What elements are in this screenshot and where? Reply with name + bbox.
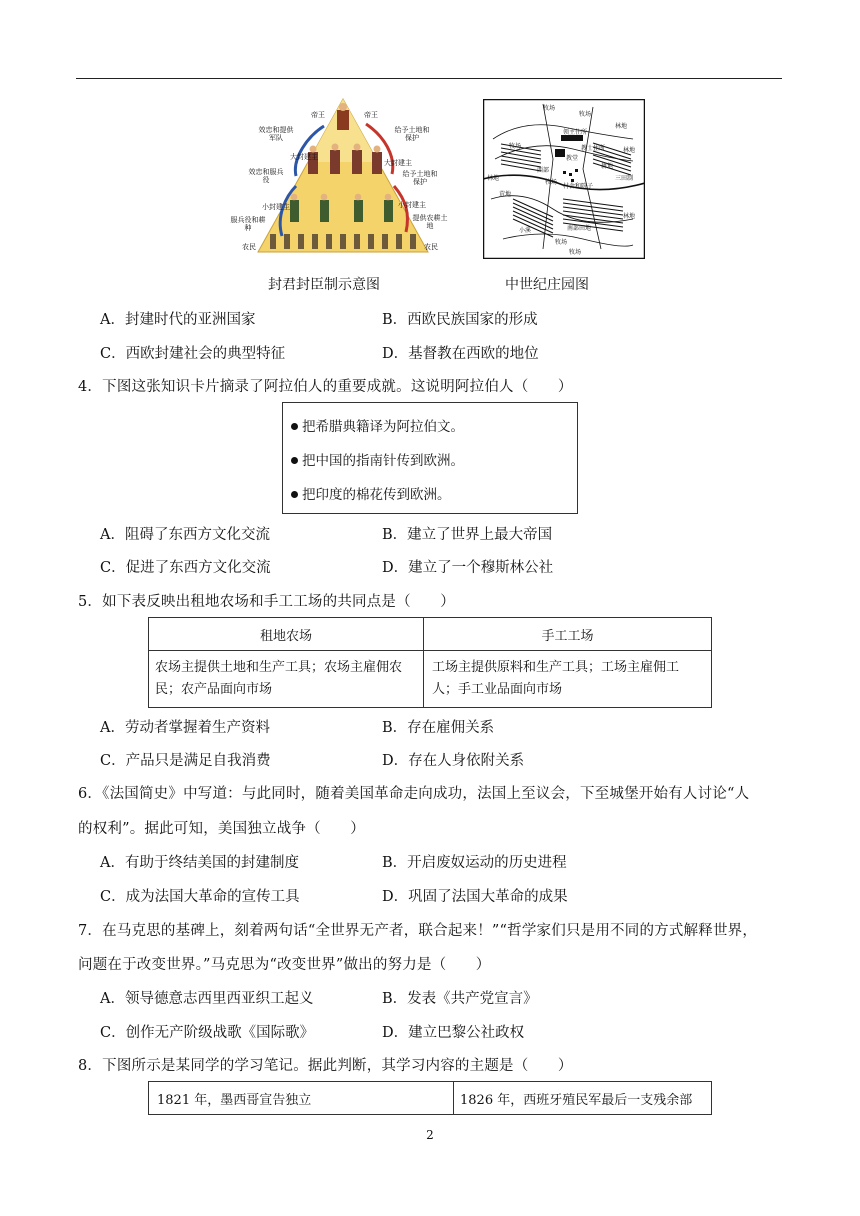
q4-option-a[interactable]: A．阻碍了东西方文化交流 bbox=[100, 527, 270, 543]
pyramid-caption: 封君封臣制示意图 bbox=[268, 277, 380, 293]
knowledge-card bbox=[282, 402, 578, 514]
pyramid-tier-left-4: 农民 bbox=[242, 243, 256, 251]
manor-label-pasture-3: 牧场 bbox=[509, 143, 522, 150]
manor-label-pasture-1: 牧场 bbox=[543, 105, 556, 112]
manor-map-figure bbox=[483, 99, 645, 259]
manor-label-wasteland: 荒地 bbox=[499, 191, 512, 198]
pyramid-label-right-2: 给予土地和保护 bbox=[402, 170, 438, 186]
q5-stem: 5．如下表反映出租地农场和手工工场的共同点是（ ） bbox=[78, 594, 455, 610]
q5-option-b[interactable]: B．存在雇佣关系 bbox=[382, 720, 495, 736]
manor-label-fields: 耕地 bbox=[601, 163, 614, 170]
pyramid-label-right-1: 给予土地和保护 bbox=[394, 126, 430, 142]
manor-label-pasture-6: 牧场 bbox=[569, 249, 582, 256]
q3-option-d[interactable]: D．基督教在西欧的地位 bbox=[382, 346, 539, 362]
manor-label-south-field: 南部田地 bbox=[567, 225, 592, 232]
manor-label-three-field: 三田制 bbox=[615, 175, 634, 182]
q5-table-cell: 工场主提供原料和生产工具；工场主雇佣工人；手工业品面向市场 bbox=[424, 651, 712, 708]
manor-label-pasture-2: 牧场 bbox=[579, 111, 592, 118]
page-number: 2 bbox=[426, 1128, 434, 1142]
q6-option-b[interactable]: B．开启废奴运动的历史进程 bbox=[382, 855, 567, 871]
q5-table-header: 手工工场 bbox=[424, 618, 712, 651]
pyramid-tier-right-3: 小封建主 bbox=[398, 201, 426, 209]
q6-option-a[interactable]: A．有助于终结美国的封建制度 bbox=[100, 855, 299, 871]
q5-table-cell: 农场主提供土地和生产工具；农场主雇佣农民；农产品面向市场 bbox=[149, 651, 424, 708]
manor-label-woods-3: 林地 bbox=[487, 175, 500, 182]
q4-option-c[interactable]: C．促进了东西方文化交流 bbox=[100, 560, 271, 576]
header-rule bbox=[76, 78, 782, 79]
q7-option-d[interactable]: D．建立巴黎公社政权 bbox=[382, 1025, 525, 1041]
q8-stem: 8．下图所示是某同学的学习笔记。据此判断，其学习内容的主题是（ ） bbox=[78, 1058, 573, 1074]
q4-option-b[interactable]: B．建立了世界上最大帝国 bbox=[382, 527, 553, 543]
pyramid-tier-left-2: 大封建主 bbox=[290, 153, 318, 161]
q3-option-b[interactable]: B．西欧民族国家的形成 bbox=[382, 312, 538, 328]
card-item: 把中国的指南针传到欧洲。 bbox=[291, 449, 464, 469]
manor-label-lord-house: 领主住所 bbox=[563, 129, 588, 136]
q6-stem-line2: 的权利”。据此可知，美国独立战争（ ） bbox=[78, 821, 365, 837]
q5-table-header: 租地农场 bbox=[149, 618, 424, 651]
q7-stem-line1: 7．在马克思的基碑上，刻着两句话“全世界无产者，联合起来！”“哲学家们只是用不同的方式解释世界， bbox=[78, 923, 758, 939]
manor-label-woods-2: 林地 bbox=[623, 147, 636, 154]
pyramid-tier-right-1: 帝王 bbox=[364, 111, 378, 119]
manor-label-clergy-house: 教士住所 bbox=[581, 145, 606, 152]
q3-option-c[interactable]: C．西欧封建社会的典型特征 bbox=[100, 346, 286, 362]
card-item: 把印度的棉花传到欧洲。 bbox=[291, 483, 451, 503]
q5-option-c[interactable]: C．产品只是满足自我消费 bbox=[100, 753, 271, 769]
q7-option-c[interactable]: C．创作无产阶级战歌《国际歌》 bbox=[100, 1025, 315, 1041]
q7-option-a[interactable]: A．领导德意志西里西亚织工起义 bbox=[100, 991, 314, 1007]
manor-label-cottages: 村舍和院子 bbox=[563, 183, 594, 190]
pyramid-tier-right-4: 农民 bbox=[424, 243, 438, 251]
q3-option-a[interactable]: A．封建时代的亚洲国家 bbox=[100, 312, 256, 328]
manor-label-woods-1: 林地 bbox=[615, 123, 628, 130]
pyramid-figure bbox=[224, 96, 450, 256]
manor-label-pasture-5: 牧场 bbox=[555, 239, 568, 246]
q7-option-b[interactable]: B．发表《共产党宣言》 bbox=[382, 991, 538, 1007]
q4-option-d[interactable]: D．建立了一个穆斯林公社 bbox=[382, 560, 554, 576]
manor-label-stream: 小溪 bbox=[519, 227, 532, 234]
pyramid-label-left-2: 效忠和服兵役 bbox=[248, 168, 284, 184]
pyramid-label-left-1: 效忠和提供军队 bbox=[258, 126, 294, 142]
pyramid-label-right-3: 提供农耕土地 bbox=[412, 214, 448, 230]
card-item: 把希腊典籍译为阿拉伯文。 bbox=[291, 415, 464, 435]
pyramid-label-left-3: 服兵役和耕种 bbox=[230, 216, 266, 232]
q8-table bbox=[148, 1081, 712, 1115]
manor-caption: 中世纪庄园图 bbox=[505, 277, 589, 293]
q6-stem-line1: 6．《法国简史》中写道：与此同时，随着美国革命走向成功，法国上至议会，下至城堡开始有人讨论“人 bbox=[78, 786, 750, 802]
manor-label-pasture-4: 牧场 bbox=[545, 179, 558, 186]
pyramid-tier-right-2: 大封建主 bbox=[384, 159, 412, 167]
q7-stem-line2: 问题在于改变世界。”马克思为“改变世界”做出的努力是（ ） bbox=[78, 957, 491, 973]
manor-label-west: 西部 bbox=[537, 167, 550, 174]
manor-label-woods-4: 林地 bbox=[623, 213, 636, 220]
q5-option-a[interactable]: A．劳动者掌握着生产资料 bbox=[100, 720, 270, 736]
q5-table bbox=[148, 617, 712, 708]
pyramid-tier-left-1: 帝王 bbox=[311, 111, 325, 119]
q8-table-cell: 1821 年，墨西哥宣告独立 bbox=[149, 1082, 454, 1115]
q6-option-d[interactable]: D．巩固了法国大革命的成果 bbox=[382, 889, 568, 905]
q8-table-cell: 1826 年，西班牙殖民军最后一支残余部 bbox=[454, 1082, 712, 1115]
q5-option-d[interactable]: D．存在人身依附关系 bbox=[382, 753, 525, 769]
manor-label-church: 教堂 bbox=[566, 155, 579, 162]
q4-stem: 4．下图这张知识卡片摘录了阿拉伯人的重要成就。这说明阿拉伯人（ ） bbox=[78, 379, 573, 395]
q6-option-c[interactable]: C．成为法国大革命的宣传工具 bbox=[100, 889, 300, 905]
pyramid-tier-left-3: 小封建主 bbox=[262, 203, 290, 211]
